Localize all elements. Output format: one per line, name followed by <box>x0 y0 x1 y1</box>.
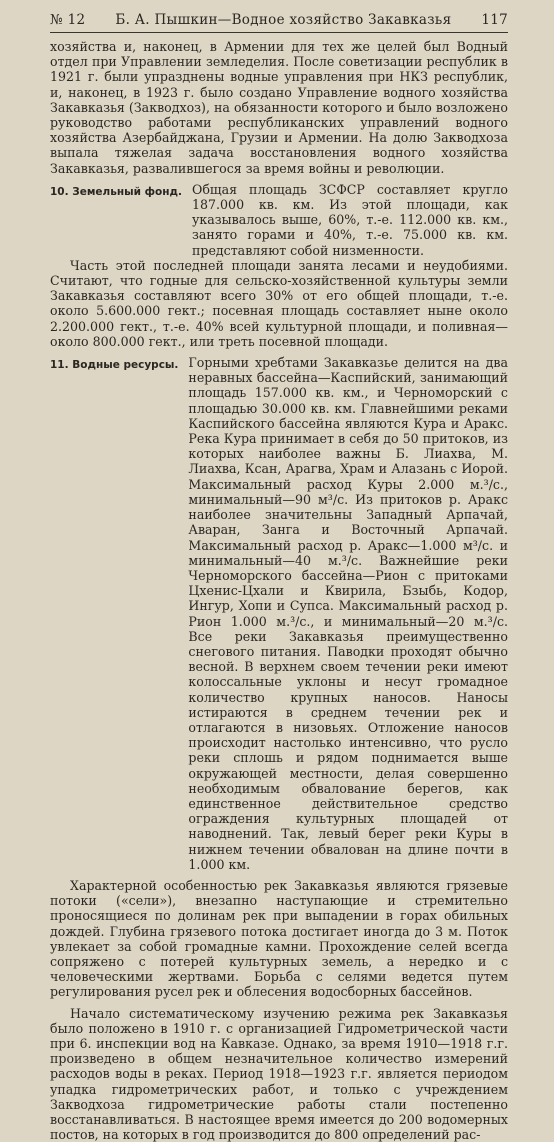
section-11-heading: 11. Водные ресурсы. <box>50 359 179 372</box>
section-11-text: Горными хребтами Закавказье делится на два неравных бассейна—Каспийский, занимающий площадь 157.000 кв. км., и Черноморский с площадью 30.000 кв. км. Главнейшими реками Каспийского бассейна являются Кура и Аракс. Река Кура принимает в себя до 50 притоков, из которых наиболее важны Б. Лиахва, М. Лиахва, Ксан, Арагва, Храм и Алазань с Иорой. Максимальный расход Куры 2.000 м.³/с., минимальный—90 м³/с. Из притоков р. Аракс наиболее значительны Западный Арпачай, Аваран, Занга и Восточный Арпачай. Максимальный расход р. Аракс—1.000 м³/с. и минимальный—40 м.³/с. Важнейшие реки Черноморского бассейна—Рион с притоками Цхенис-Цхали и Квирила, Бзыбь, Кодор, Ингур, Хопи и Супса. Максимальный расход р. Рион 1.000 м.³/с., и минимальный—20 м.³/с. Все реки Закавказья преимущественно снегового питания. Паводки проходят обычно весной. В верхнем своем течении реки имеют колоссальные уклоны и несут громадное количество крупных наносов. Наносы истираются в среднем течении рек и отлагаются в низовьях. Отложение наносов происходит настолько интенсивно, что русло реки сплошь и рядом поднимается выше окружающей местности, делая совершенно необходимым обвалование берегов, как единственное действительное средство ограждения культурных площадей от наводнений. Так, левый берег реки Куры в нижнем течении обвалован на длине почти в 1.000 км. <box>188 355 508 872</box>
paragraph-mudflows: Характерной особенностью рек Закавказья являются грязевые потоки («сели»), внезапно наступающие и стремительно проносящиеся по долинам рек при выпадении в горах обильных дождей. Глубина грязевого потока достигает иногда до 3 м. Поток увлекает за собой громадные камни. Прохождение селей всегда сопряжено с потерей культурных земель, а нередко и с человеческими жертвами. Борьба с селями ведется путем регулирования русел рек и облесения водосборных бассейнов. <box>50 877 508 1000</box>
section-10 <box>50 182 508 258</box>
running-title: Б. А. Пышкин—Водное хозяйство Закавказья <box>115 12 452 28</box>
issue-number: № 12 <box>50 12 86 28</box>
section-11 <box>50 355 508 872</box>
paragraph-study: Начало систематическому изучению режима рек Закавказья было положено в 1910 г. с организацией Гидрометрической части при 6. инспекции вод на Кавказе. Однако, за время 1910—1918 г.г. произведено в общем незначительное количество измерений расходов воды в реках. Период 1918—1923 г.г. является периодом упадка гидрометрических работ, и только с учреждением Закводхоза гидрометрические работы стали постепенно восстанавливаться. В настоящее время имеется до 200 водомерных постов, на которых в год производится до 800 определений рас- <box>50 1005 508 1142</box>
section-10-heading: 10. Земельный фонд. <box>50 185 182 198</box>
paragraph-land: Часть этой последней площади занята лесами и неудобиями. Считают, что годные для сельско-хозяйственной культуры земли Закавказья составляют всего 30% от его общей площади, т.-е. около 5.600.000 гект.; посевная площадь составляет ныне около 2.200.000 гект., т.-е. 40% всей культурной площади, и поливная—около 800.000 гект., или треть посевной площади. <box>50 257 508 349</box>
section-10-text: Общая площадь ЗСФСР составляет кругло 187.000 кв. км. Из этой площади, как указывалось выше, 60%, т.-е. 112.000 кв. км., занято горами и 40%, т.-е. 75.000 кв. км. представляют собой низменности. <box>192 181 508 258</box>
page-number: 117 <box>481 12 508 28</box>
paragraph-intro: хозяйства и, наконец, в Армении для тех же целей был Водный отдел при Управлении земледелия. После советизации республик в 1921 г. были упразднены водные управления при НКЗ республик, и, наконец, в 1923 г. было создано Управление водного хозяйства Закавказья (Закводхоз), на обязанности которого и было возложено руководство работами республиканских управлений водного хозяйства Азербайджана, Грузии и Армении. На долю Закводхоза выпала тяжелая задача восстановления водного хозяйства Закавказья, развалившегося за время войны и революции. <box>50 39 508 176</box>
running-head <box>50 12 508 33</box>
